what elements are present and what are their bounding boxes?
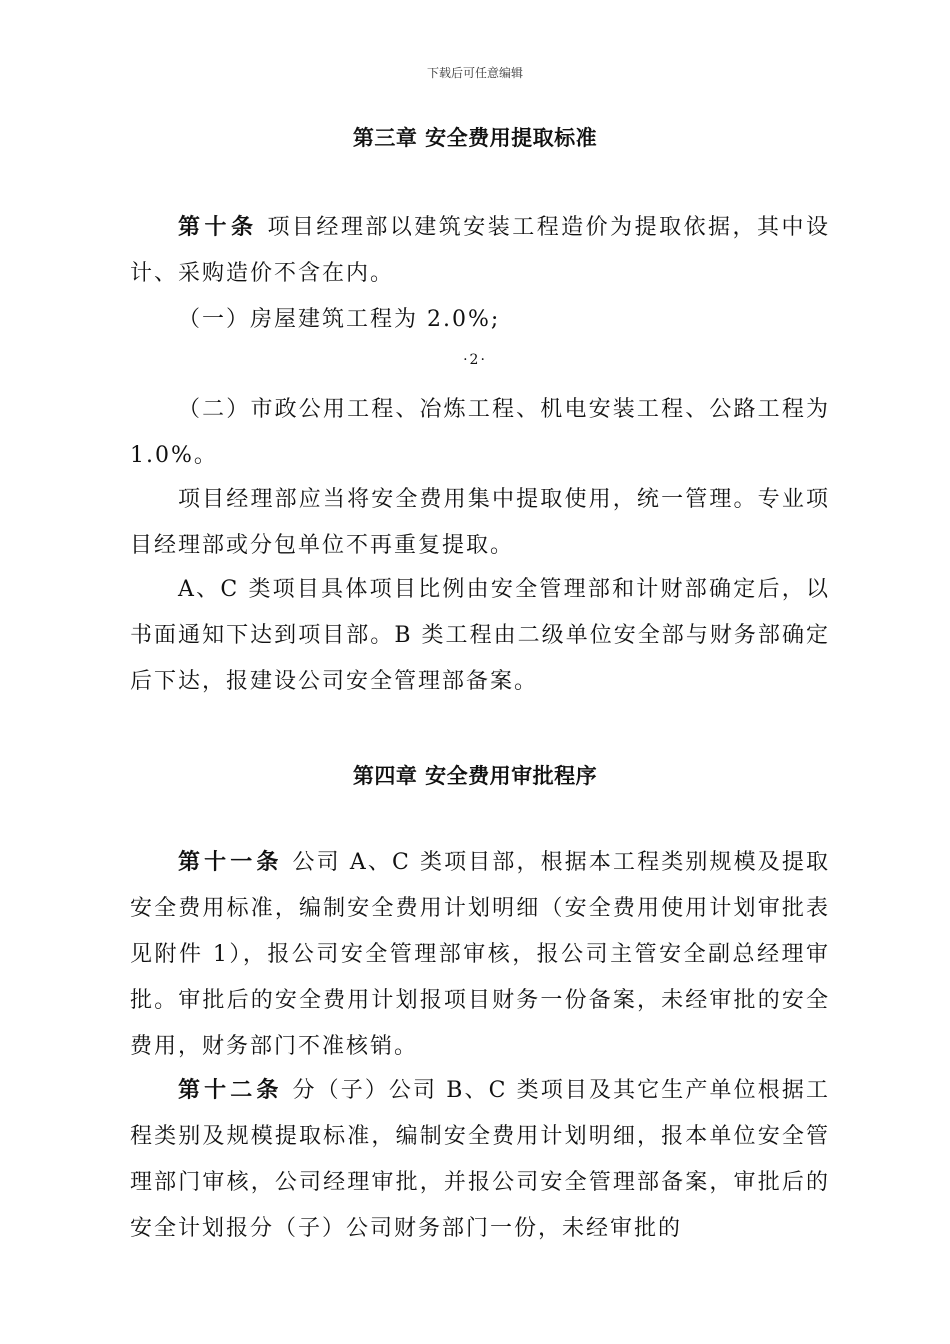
chapter-3-title: 第三章 安全费用提取标准 [352,126,598,150]
article-12-label: 第十二条 [178,1078,283,1103]
article-11-label: 第十一条 [178,850,283,875]
article-12 [130,1068,830,1252]
article-10-text: 项目经理部以建筑安装工程造价为提取依据，其中设计、采购造价不含在内。 [130,215,830,286]
article-12-text: 分（子）公司 B、C 类项目及其它生产单位根据工程类别及规模提取标准，编制安全费用计划明细，报本单位安全管理部门审核，公司经理审批，并报公司安全管理部备案，审批后的安全计划报分（子）公司财务部门一份，未经审批的 [130,1078,830,1241]
header-note: 下载后可任意编辑 [426,66,523,80]
article-11-text: 公司 A、C 类项目部，根据本工程类别规模及提取安全费用标准，编制安全费用计划明细（安全费用使用计划审批表见附件 1），报公司安全管理部审核，报公司主管安全副总经理审批。审批后的安全费用计划报项目财务一份备案，未经审批的安全费用，财务部门不准核销。 [130,850,830,1059]
article-10-label: 第十条 [178,215,258,240]
article-10 [130,205,830,297]
item-2: （二）市政公用工程、冶炼工程、机电安装工程、公路工程为 1.0%。 [130,397,830,468]
item-1: （一）房屋建筑工程为 2.0%; [178,307,501,332]
page-number: ·2· [463,352,487,368]
paragraph-ac-projects: A、C 类项目具体项目比例由安全管理部和计财部确定后，以书面通知下达到项目部。B 类工程由二级单位安全部与财务部确定后下达，报建设公司安全管理部备案。 [130,577,830,694]
paragraph-central-extraction: 项目经理部应当将安全费用集中提取使用，统一管理。专业项目经理部或分包单位不再重复提取。 [130,487,830,558]
chapter-4-title: 第四章 安全费用审批程序 [352,764,598,788]
article-11 [130,840,830,1070]
